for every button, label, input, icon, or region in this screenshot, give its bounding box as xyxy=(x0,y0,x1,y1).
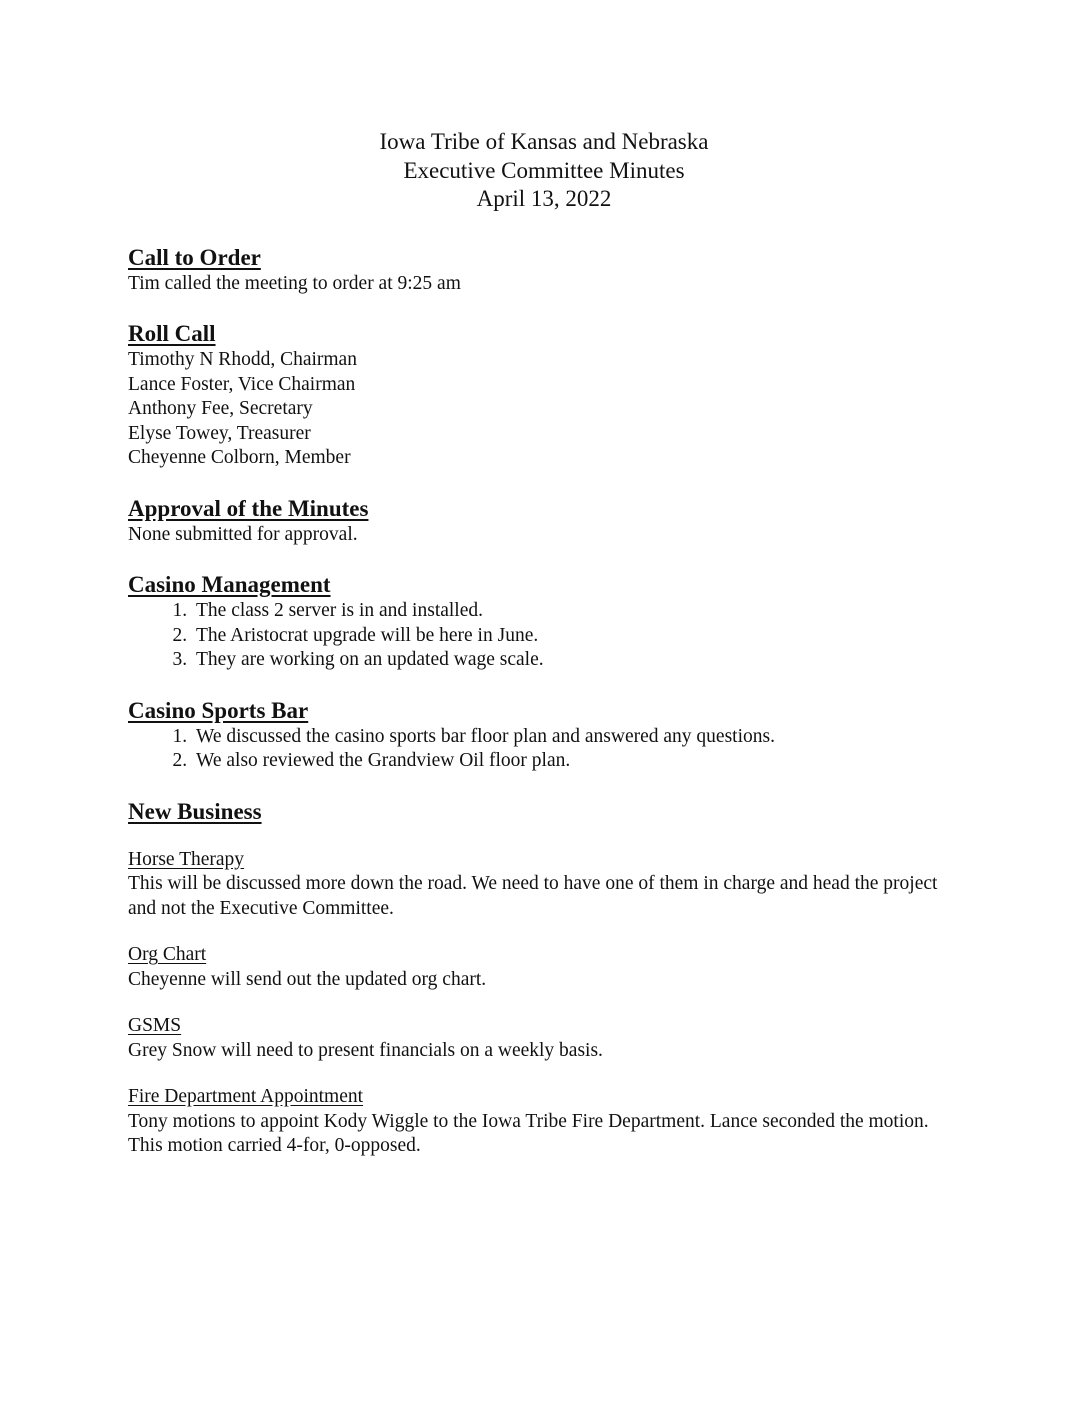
list-item: 2. The Aristocrat upgrade will be here in June. xyxy=(192,624,960,649)
casino-management-list xyxy=(128,599,960,673)
list-item: 1. We discussed the casino sports bar floor plan and answered any questions. xyxy=(192,725,960,750)
topic-title: Horse Therapy xyxy=(128,848,245,870)
casino-sports-bar-section xyxy=(128,697,960,774)
meeting-date: April 13, 2022 xyxy=(476,186,612,211)
organization-name: Iowa Tribe of Kansas and Nebraska xyxy=(379,129,709,154)
topic-text: This will be discussed more down the road. We need to have one of them in charge and head the project and not the Executive Committee. xyxy=(128,873,938,919)
new-business-heading: New Business xyxy=(128,798,262,824)
topic-title: GSMS xyxy=(128,1015,182,1036)
list-item: 1. The class 2 server is in and installed. xyxy=(192,599,960,624)
org-chart-topic xyxy=(128,943,960,992)
gsms-topic xyxy=(128,1014,960,1063)
roll-call-member: Timothy N Rhodd, Chairman xyxy=(128,349,357,370)
casino-sports-bar-heading: Casino Sports Bar xyxy=(128,697,309,723)
topic-title: Org Chart xyxy=(128,944,207,965)
minutes-page xyxy=(128,128,960,1159)
topic-text: Tony motions to appoint Kody Wiggle to the Iowa Tribe Fire Department. Lance seconded the motion. This motion carried 4-for, 0-opposed. xyxy=(128,1110,929,1156)
document-header xyxy=(0,128,1088,214)
roll-call-member: Cheyenne Colborn, Member xyxy=(128,447,351,468)
list-item: 2. We also reviewed the Grandview Oil floor plan. xyxy=(192,749,960,774)
document-title: Executive Committee Minutes xyxy=(403,157,685,183)
roll-call-section xyxy=(128,320,960,471)
topic-text: Cheyenne will send out the updated org chart. xyxy=(128,968,487,990)
roll-call-heading: Roll Call xyxy=(128,321,216,346)
call-to-order-section xyxy=(128,244,960,297)
approval-section xyxy=(128,495,960,548)
new-business-section xyxy=(128,798,960,1159)
call-to-order-text: Tim called the meeting to order at 9:25 am xyxy=(128,272,461,294)
topic-text: Grey Snow will need to present financials on a weekly basis. xyxy=(128,1039,603,1061)
approval-text: None submitted for approval. xyxy=(128,523,358,545)
call-to-order-heading: Call to Order xyxy=(128,244,261,270)
casino-management-section xyxy=(128,571,960,673)
fire-department-topic xyxy=(128,1085,960,1159)
casino-sports-bar-list xyxy=(128,725,960,774)
list-item: 3. They are working on an updated wage scale. xyxy=(192,648,960,673)
roll-call-member: Anthony Fee, Secretary xyxy=(128,398,313,419)
roll-call-member: Lance Foster, Vice Chairman xyxy=(128,373,356,395)
roll-call-member: Elyse Towey, Treasurer xyxy=(128,422,311,444)
approval-heading: Approval of the Minutes xyxy=(128,495,369,521)
horse-therapy-topic xyxy=(128,848,960,922)
topic-title: Fire Department Appointment xyxy=(128,1086,364,1107)
casino-management-heading: Casino Management xyxy=(128,572,331,597)
